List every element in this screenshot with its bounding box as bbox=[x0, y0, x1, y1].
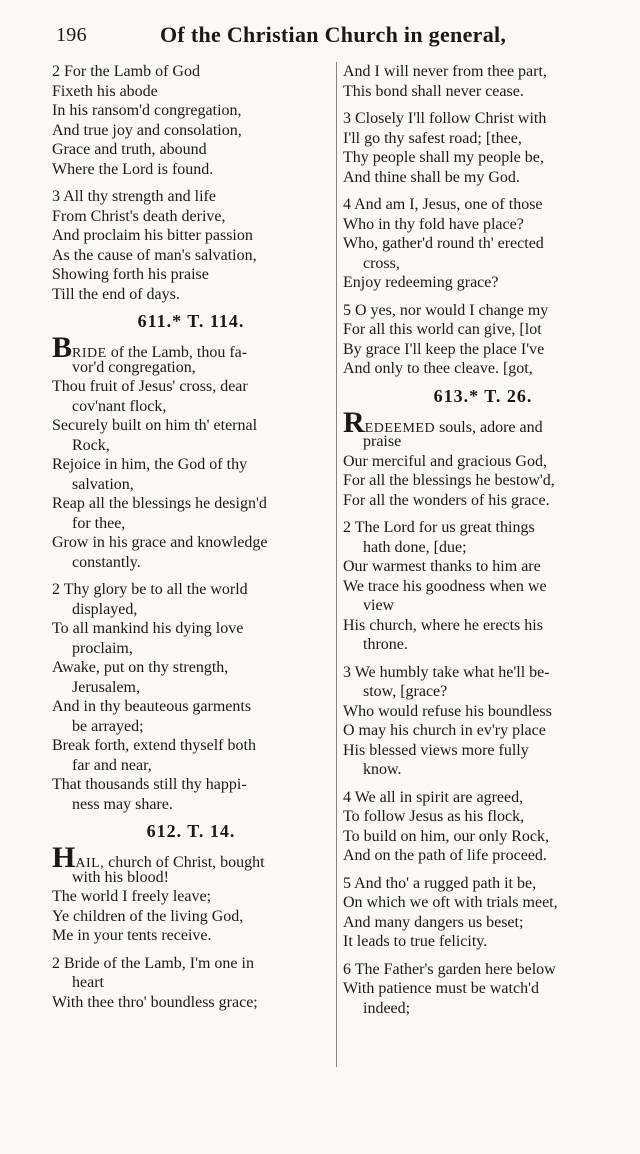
verse-line: In his ransom'd congregation, bbox=[52, 102, 242, 119]
verse-line: cov'nant flock, bbox=[72, 397, 167, 415]
verse-line: By grace I'll keep the place I've bbox=[343, 340, 545, 358]
verse-line: I'll go thy safest road; [thee, bbox=[343, 129, 522, 147]
verse-line: Jerusalem, bbox=[72, 678, 140, 696]
verse-line: vor'd congregation, bbox=[72, 358, 196, 376]
hymn-610-verse-2 bbox=[52, 62, 330, 179]
hymn-610-verse-3 bbox=[52, 187, 330, 304]
verse-line: Thou fruit of Jesus' cross, dear bbox=[52, 378, 248, 395]
verse-line: To follow Jesus as his flock, bbox=[343, 808, 525, 825]
verse-line: view bbox=[363, 597, 395, 614]
verse-line: Grace and truth, abound bbox=[52, 141, 207, 158]
verse-line: heart bbox=[72, 974, 104, 991]
verse-line: And I will never from thee part, bbox=[343, 63, 547, 80]
verse-line: We trace his goodness when we bbox=[343, 577, 547, 595]
small-caps-word: RIDE bbox=[72, 346, 107, 361]
verse-line: 5 And tho' a rugged path it be, bbox=[343, 874, 537, 892]
verse-line: And proclaim his bitter passion bbox=[52, 227, 253, 244]
verse-line: And many dangers us beset; bbox=[343, 913, 524, 931]
verse-line: Showing forth his praise bbox=[52, 266, 209, 283]
hymn-613-verse-3 bbox=[343, 663, 623, 780]
verse-line: Fixeth his abode bbox=[52, 82, 158, 100]
verse-line bbox=[343, 405, 623, 439]
hymn-612-verse-2-continued bbox=[343, 62, 623, 101]
page-number: 196 bbox=[56, 24, 87, 46]
verse-line: with his blood! bbox=[72, 868, 169, 886]
verse-line: ness may share. bbox=[72, 795, 173, 813]
hymn-613-heading: 613.* T. 26. bbox=[433, 385, 533, 406]
verse-line: indeed; bbox=[363, 999, 411, 1017]
verse-line: salvation, bbox=[72, 475, 134, 493]
hymn-613-verse-4 bbox=[343, 788, 623, 866]
verse-line: Our warmest thanks to him are bbox=[343, 558, 541, 575]
verse-line: Rock, bbox=[72, 436, 110, 454]
verse-line: O may his church in ev'ry place bbox=[343, 722, 546, 739]
verse-line: 2 For the Lamb of God bbox=[52, 63, 200, 80]
hymn-613-verse-5 bbox=[343, 874, 623, 952]
verse-line: Ye children of the living God, bbox=[52, 907, 244, 925]
verse-line: And on the path of life proceed. bbox=[343, 847, 547, 864]
left-column bbox=[52, 62, 330, 1012]
verse-line: Securely built on him th' eternal bbox=[52, 417, 258, 434]
verse-line: Grow in his grace and knowledge bbox=[52, 534, 268, 551]
verse-line: 5 O yes, nor would I change my bbox=[343, 301, 549, 319]
hymn-612-verse-5 bbox=[343, 301, 623, 379]
verse-line: From Christ's death derive, bbox=[52, 207, 226, 225]
verse-line: For all the wonders of his grace. bbox=[343, 491, 550, 509]
verse-line: With patience must be watch'd bbox=[343, 980, 539, 997]
verse-line: Who would refuse his boundless bbox=[343, 702, 552, 720]
verse-line: That thousands still thy happi- bbox=[52, 776, 247, 793]
verse-line: constantly. bbox=[72, 553, 141, 571]
verse-line: 6 The Father's garden here below bbox=[343, 960, 556, 978]
verse-line: hath done, [due; bbox=[363, 538, 467, 556]
verse-line: 2 Thy glory be to all the world bbox=[52, 581, 248, 598]
hymn-612-verse-2 bbox=[52, 954, 330, 1013]
verse-line: for thee, bbox=[72, 514, 126, 532]
verse-line: 3 All thy strength and life bbox=[52, 188, 216, 205]
verse-line: Our merciful and gracious God, bbox=[343, 452, 547, 470]
verse-line: proclaim, bbox=[72, 639, 133, 657]
drop-cap: B bbox=[52, 331, 73, 364]
verse-line bbox=[52, 841, 330, 874]
drop-cap: H bbox=[52, 841, 76, 874]
verse-text: of the Lamb, thou fa- bbox=[106, 344, 248, 361]
verse-line: Enjoy redeeming grace? bbox=[343, 274, 499, 291]
verse-line: Awake, put on thy strength, bbox=[52, 659, 229, 676]
verse-line: Thy people shall my people be, bbox=[343, 149, 544, 166]
verse-line: And true joy and consolation, bbox=[52, 121, 242, 139]
verse-line: throne. bbox=[363, 636, 408, 653]
verse-line: Who in thy fold have place? bbox=[343, 215, 524, 233]
verse-line: 3 Closely I'll follow Christ with bbox=[343, 110, 547, 127]
verse-line: displayed, bbox=[72, 600, 138, 618]
right-column bbox=[343, 62, 623, 1018]
hymn-613-verse-1 bbox=[343, 405, 623, 511]
verse-line: This bond shall never cease. bbox=[343, 82, 524, 100]
hymn-612-verse-1 bbox=[52, 841, 330, 946]
verse-line: praise bbox=[363, 433, 402, 450]
verse-line: For all this world can give, [lot bbox=[343, 321, 542, 338]
verse-line: 3 We humbly take what he'll be- bbox=[343, 663, 550, 681]
verse-line: know. bbox=[363, 761, 402, 778]
verse-line: And thine shall be my God. bbox=[343, 168, 520, 186]
verse-line: Where the Lord is found. bbox=[52, 160, 214, 178]
hymn-611-verse-2 bbox=[52, 580, 330, 814]
verse-line: 2 The Lord for us great things bbox=[343, 519, 535, 536]
verse-line: cross, bbox=[363, 254, 400, 272]
verse-line: And only to thee cleave. [got, bbox=[343, 360, 533, 377]
page-title: Of the Christian Church in general, bbox=[160, 22, 507, 47]
running-head bbox=[56, 22, 616, 52]
verse-line: 4 And am I, Jesus, one of those bbox=[343, 196, 543, 213]
verse-line: With thee thro' boundless grace; bbox=[52, 993, 258, 1011]
verse-line: Reap all the blessings he design'd bbox=[52, 495, 267, 512]
verse-line: The world I freely leave; bbox=[52, 888, 212, 905]
verse-line bbox=[52, 331, 330, 364]
verse-line: As the cause of man's salvation, bbox=[52, 246, 257, 264]
verse-line: far and near, bbox=[72, 756, 152, 774]
verse-line: And in thy beauteous garments bbox=[52, 698, 252, 715]
verse-line: Me in your tents receive. bbox=[52, 927, 212, 944]
verse-line: 2 Bride of the Lamb, I'm one in bbox=[52, 954, 254, 972]
hymn-612-verse-3 bbox=[343, 109, 623, 187]
hymn-611-heading: 611.* T. 114. bbox=[137, 311, 245, 331]
verse-line: For all the blessings he bestow'd, bbox=[343, 472, 555, 489]
hymn-613-verse-2 bbox=[343, 518, 623, 655]
verse-line: To build on him, our only Rock, bbox=[343, 827, 549, 845]
small-caps-word: AIL, bbox=[75, 856, 105, 871]
drop-cap: R bbox=[343, 405, 365, 439]
verse-line: Break forth, extend thyself both bbox=[52, 737, 256, 754]
hymn-612-heading: 612. T. 14. bbox=[146, 821, 236, 841]
verse-line: Till the end of days. bbox=[52, 285, 180, 303]
hymn-613-verse-6 bbox=[343, 960, 623, 1019]
hymn-612-verse-4 bbox=[343, 195, 623, 293]
column-divider bbox=[336, 62, 337, 1067]
verse-text: souls, adore and bbox=[435, 418, 543, 436]
verse-line: To all mankind his dying love bbox=[52, 620, 244, 637]
verse-line: On which we oft with trials meet, bbox=[343, 894, 558, 911]
verse-text: church of Christ, bought bbox=[104, 854, 265, 871]
verse-line: Who, gather'd round th' erected bbox=[343, 235, 544, 252]
verse-line: His church, where he erects his bbox=[343, 616, 543, 634]
verse-line: Rejoice in him, the God of thy bbox=[52, 456, 248, 473]
verse-line: 4 We all in spirit are agreed, bbox=[343, 788, 524, 806]
hymn-611-verse-1 bbox=[52, 331, 330, 572]
verse-line: His blessed views more fully bbox=[343, 741, 529, 759]
verse-line: be arrayed; bbox=[72, 717, 144, 735]
verse-line: stow, [grace? bbox=[363, 683, 448, 700]
verse-line: It leads to true felicity. bbox=[343, 933, 488, 950]
small-caps-word: EDEEMED bbox=[364, 420, 436, 436]
